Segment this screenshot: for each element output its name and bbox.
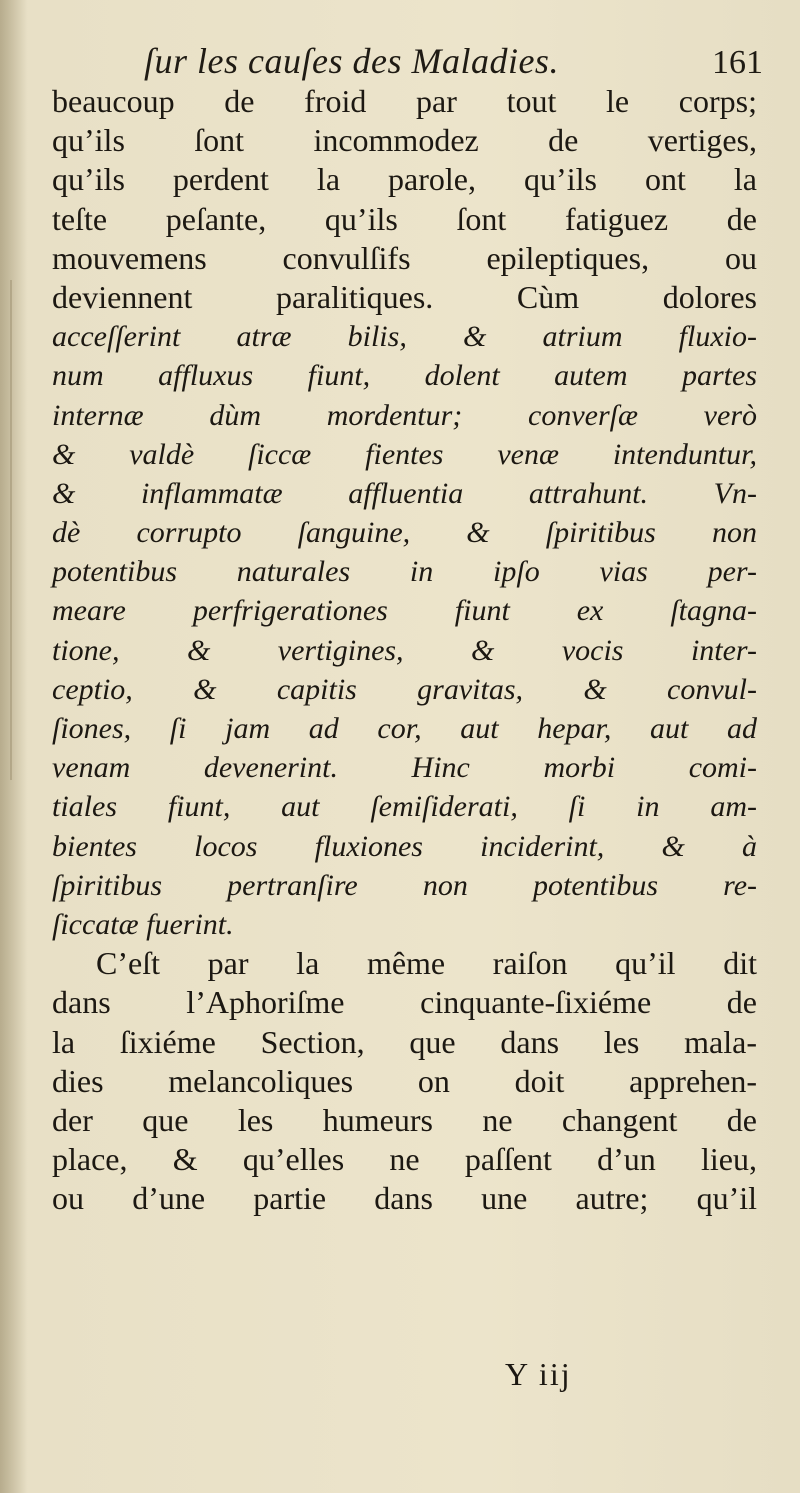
latin-quote-line: meare perfrigerationes fiunt ex ſtagna- bbox=[52, 594, 757, 628]
page-edge-mark bbox=[10, 280, 12, 780]
latin-quote-line: dè corrupto ſanguine, & ſpiritibus non bbox=[52, 516, 757, 550]
text-line: teſte peſante, qu’ils ſont fatiguez de bbox=[52, 200, 757, 237]
latin-quote-line: potentibus naturales in ipſo vias per- bbox=[52, 555, 757, 589]
latin-quote-line: acceſſerint atræ bilis, & atrium fluxio- bbox=[52, 320, 757, 354]
latin-quote-line: bientes locos fluxiones inciderint, & à bbox=[52, 829, 757, 863]
text-line: mouvemens convulſifs epileptiques, ou bbox=[52, 239, 757, 276]
latin-quote-line: tione, & vertigines, & vocis inter- bbox=[52, 633, 757, 667]
text-line: dies melancoliques on doit apprehen- bbox=[52, 1062, 757, 1099]
latin-quote-line: ſiccatæ fuerint. bbox=[52, 907, 234, 941]
latin-quote-line: ſiones, ſi jam ad cor, aut hepar, aut ad bbox=[52, 712, 757, 745]
text-line: C’eſt par la même raiſon qu’il dit bbox=[96, 945, 757, 982]
text-line: qu’ils perdent la parole, qu’ils ont la bbox=[52, 161, 757, 198]
text-line: deviennent paralitiques. Cùm dolores bbox=[52, 278, 757, 315]
latin-quote-line: num affluxus fiunt, dolent autem partes bbox=[52, 359, 757, 393]
latin-quote-line: ceptio, & capitis gravitas, & convul- bbox=[52, 672, 757, 706]
text-line: der que les humeurs ne changent de bbox=[52, 1101, 757, 1138]
running-title: ſur les cauſes des Maladies. bbox=[144, 41, 559, 81]
text-line: beaucoup de froid par tout le corps; bbox=[52, 83, 757, 119]
latin-quote-line: tiales fiunt, aut ſemiſiderati, ſi in am- bbox=[52, 790, 757, 824]
latin-quote-line: internæ dùm mordentur; converſæ verò bbox=[52, 398, 757, 432]
text-line: place, & qu’elles ne paſſent d’un lieu, bbox=[52, 1141, 757, 1178]
signature-mark: Y iij bbox=[505, 1356, 572, 1392]
page-number: 161 bbox=[712, 44, 763, 81]
latin-quote-line: & valdè ſiccæ fientes venæ intenduntur, bbox=[52, 437, 757, 471]
latin-quote-line: ſpiritibus pertranſire non potentibus re- bbox=[52, 868, 757, 902]
latin-quote-line: venam devenerint. Hinc morbi comi- bbox=[52, 751, 757, 785]
binding-shadow bbox=[0, 0, 28, 1493]
text-line: la ſixiéme Section, que dans les mala- bbox=[52, 1023, 757, 1060]
body-text bbox=[52, 82, 757, 1218]
text-line: dans l’Aphoriſme cinquante-ſixiéme de bbox=[52, 984, 757, 1021]
text-line: qu’ils ſont incommodez de vertiges, bbox=[52, 122, 757, 159]
text-line: ou d’une partie dans une autre; qu’il bbox=[52, 1180, 757, 1217]
latin-quote-line: & inflammatæ affluentia attrahunt. Vn- bbox=[52, 476, 757, 510]
